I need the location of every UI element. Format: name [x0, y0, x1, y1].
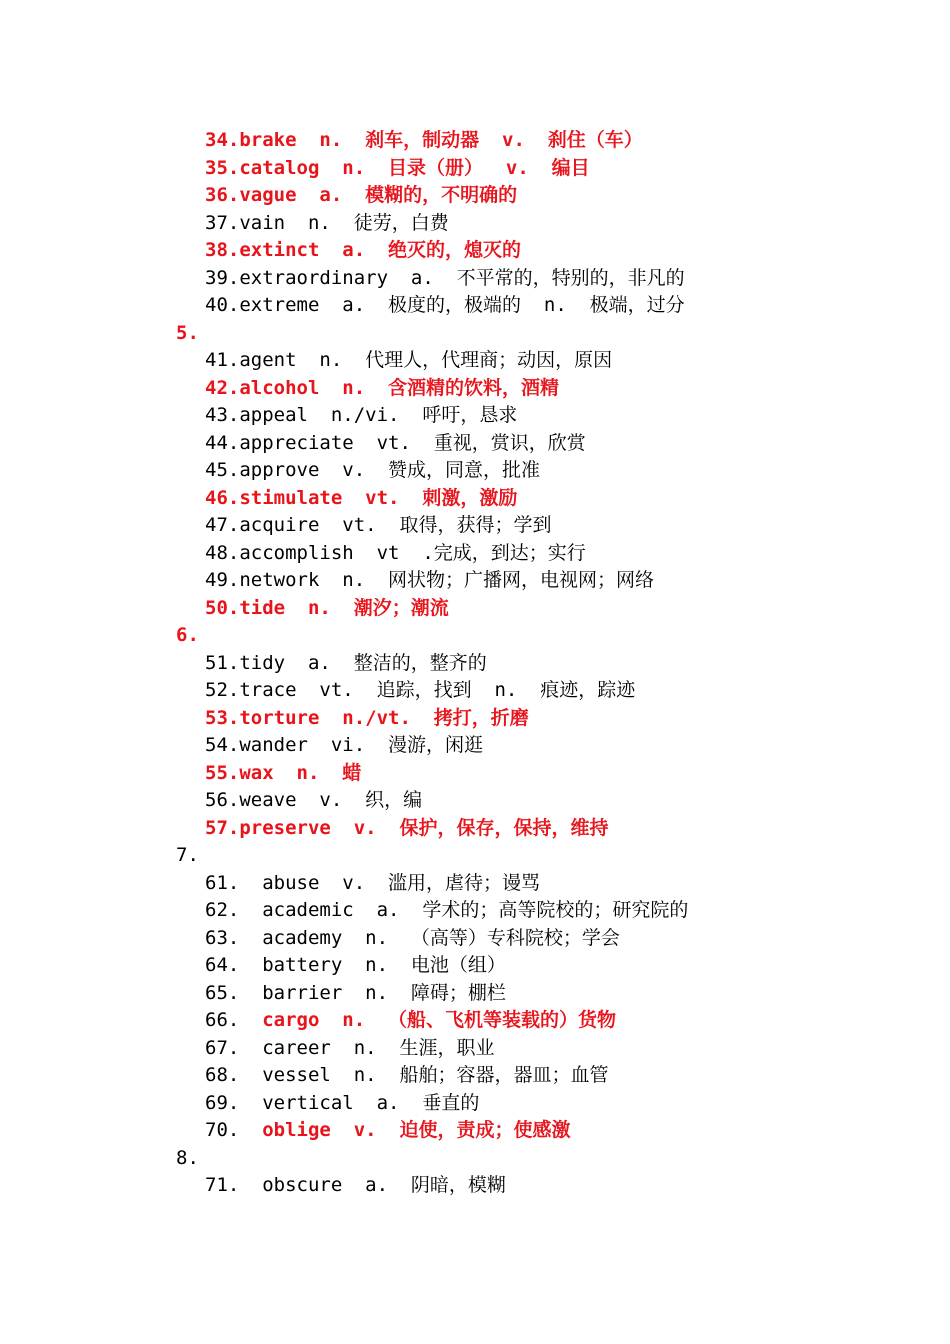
vocab-entry: 53.torture n./vt. 拷打，折磨	[205, 706, 529, 729]
section-number: 7.	[176, 844, 199, 866]
vocab-entry: 56.weave v. 织，编	[205, 789, 423, 811]
vocab-entry: 39.extraordinary a. 不平常的，特别的，非凡的	[205, 266, 685, 289]
vocab-entry: 64. battery n. 电池（组）	[205, 954, 506, 976]
vocab-entry: 55.wax n. 蜡	[205, 761, 362, 784]
vocab-entry: 47.acquire vt. 取得，获得；学到	[205, 514, 552, 536]
vocab-entry: 57.preserve v. 保护，保存，保持，维持	[205, 816, 609, 839]
vocab-entry: 34.brake n. 刹车，制动器 v. 刹住（车）	[205, 129, 643, 151]
vocab-entry: 40.extreme a. 极度的，极端的 n. 极端，过分	[205, 294, 685, 316]
vocab-entry: 68. vessel n. 船舶；容器，器皿；血管	[205, 1064, 609, 1086]
vocab-entry	[0, 1007, 950, 1035]
vocab-entry	[0, 1117, 950, 1145]
vocab-entry: 38.extinct a. 绝灭的，熄灭的	[205, 239, 522, 261]
vocab-entry: 43.appeal n./vi. 呼吁，恳求	[205, 404, 518, 426]
section-number: 8.	[176, 1146, 199, 1169]
vocab-entry: 48.accomplish vt .完成，到达；实行	[205, 541, 586, 564]
entry-text: oblige v. 迫使，责成；使感激	[262, 1119, 571, 1141]
vocab-entry: 44.appreciate vt. 重视，赏识，欣赏	[205, 431, 586, 454]
vocab-entry: 50.tide n. 潮汐；潮流	[205, 596, 449, 619]
vocab-entry: 71. obscure a. 阴暗，模糊	[205, 1174, 506, 1196]
vocab-entry: 37.vain n. 徒劳，白费	[205, 211, 449, 234]
vocab-entry: 54.wander vi. 漫游，闲逛	[205, 734, 484, 756]
entry-number: 66.	[205, 1009, 263, 1031]
section-number: 5.	[176, 321, 199, 344]
vocab-entry: 52.trace vt. 追踪，找到 n. 痕迹，踪迹	[205, 679, 636, 701]
document-page	[0, 127, 950, 1200]
vocab-entry: 62. academic a. 学术的；高等院校的；研究院的	[205, 899, 689, 921]
vocab-entry: 42.alcohol n. 含酒精的饮料，酒精	[205, 376, 560, 399]
section-number: 6.	[176, 624, 199, 646]
vocab-entry: 41.agent n. 代理人，代理商；动因，原因	[205, 349, 613, 371]
vocab-entry: 63. academy n. （高等）专科院校；学会	[205, 926, 620, 949]
vocab-entry: 45.approve v. 赞成，同意，批准	[205, 459, 541, 481]
vocab-entry: 46.stimulate vt. 刺激，激励	[205, 486, 518, 509]
entry-text: cargo n. （船、飞机等装载的）货物	[262, 1009, 617, 1031]
vocab-entry: 49.network n. 网状物；广播网，电视网；网络	[205, 569, 655, 591]
vocab-entry: 65. barrier n. 障碍；棚栏	[205, 981, 506, 1004]
vocab-entry: 69. vertical a. 垂直的	[205, 1091, 480, 1114]
vocab-entry: 67. career n. 生涯，职业	[205, 1036, 495, 1059]
vocab-entry: 36.vague a. 模糊的，不明确的	[205, 184, 518, 206]
vocab-entry: 61. abuse v. 滥用，虐待；谩骂	[205, 871, 541, 894]
vocab-entry: 51.tidy a. 整洁的，整齐的	[205, 651, 487, 674]
entry-number: 70.	[205, 1119, 263, 1141]
vocab-entry: 35.catalog n. 目录（册） v. 编目	[205, 156, 590, 179]
